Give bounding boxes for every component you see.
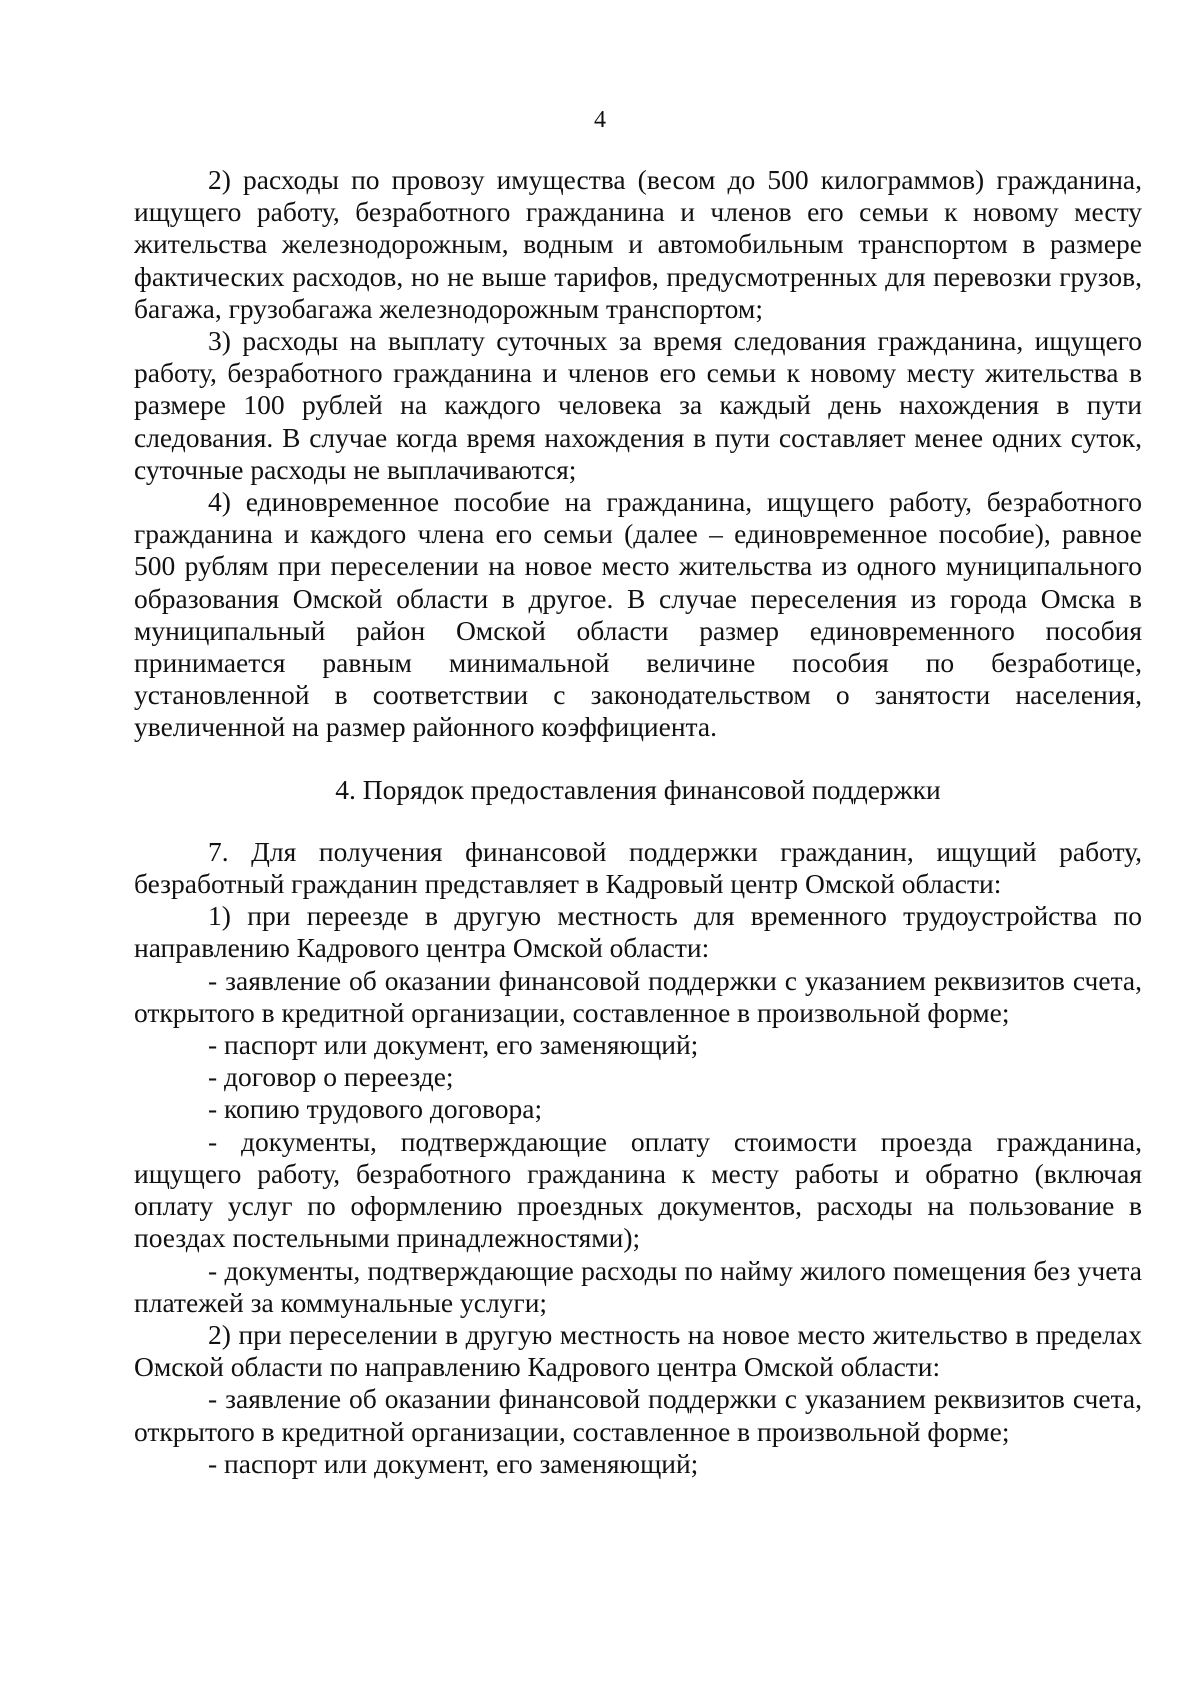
document-body (134, 164, 1142, 1480)
page-number: 4 (594, 107, 606, 133)
list-item-passport-2: - паспорт или документ, его заменяющий; (208, 1447, 699, 1479)
paragraph-item-3-daily-allowance: 3) расходы на выплату суточных за время следования гражданина, ищущего работу, безработного гражданина и членов его семьи к новому месту жительства в размере 100 рублей на каждого человека за каждый день нахождения в пути следования. В случае когда время нахождения в пути составляет менее одних суток, суточные расходы не выплачиваются; (134, 325, 1142, 485)
list-item-housing-rent-documents: - документы, подтверждающие расходы по найму жилого помещения без учета платежей за коммунальные услуги; (134, 1254, 1142, 1318)
list-item-travel-payment-documents: - документы, подтверждающие оплату стоимости проезда гражданина, ищущего работу, безработного гражданина к месту работы и обратно (включая оплату услуг по оформлению проездных документов, расходы на пользование в поездах постельными принадлежностями); (134, 1125, 1142, 1254)
paragraph-subclause-1-temporary-employment: 1) при переезде в другую местность для временного трудоустройства по направлению Кадрового центра Омской области: (134, 900, 1142, 964)
list-item-employment-contract-copy: - копию трудового договора; (208, 1093, 543, 1125)
section-heading: 4. Порядок предоставления финансовой поддержки (335, 773, 941, 805)
paragraph-clause-7: 7. Для получения финансовой поддержки гражданин, ищущий работу, безработный гражданин представляет в Кадровый центр Омской области: (134, 835, 1142, 900)
paragraph-subclause-2-resettlement: 2) при переселении в другую местность на новое место жительство в пределах Омской области по направлению Кадрового центра Омской области: (134, 1318, 1142, 1383)
list-item-application-2: - заявление об оказании финансовой поддержки с указанием реквизитов счета, открытого в кредитной организации, составленное в произвольной форме; (134, 1383, 1142, 1447)
paragraph-item-4-lump-sum-benefit: 4) единовременное пособие на гражданина, ищущего работу, безработного гражданина и каждого члена его семьи (далее – единовременное пособие), равное 500 рублям при переселении на новое место жительства из одного муниципального образования Омской области в другое. В случае переселения из города Омска в муниципальный район Омской области размер единовременного пособия принимается равным минимальной величине пособия по безработице, установленной в соответствии с законодательством о занятости населения, увеличенной на размер районного коэффициента. (134, 486, 1142, 743)
list-item-application: - заявление об оказании финансовой поддержки с указанием реквизитов счета, открытого в кредитной организации, составленное в произвольной форме; (134, 964, 1142, 1028)
paragraph-item-2-property-transport: 2) расходы по провозу имущества (весом до 500 килограммов) гражданина, ищущего работу, безработного гражданина и членов его семьи к новому месту жительства железнодорожным, водным и автомобильным транспортом в размере фактических расходов, но не выше тарифов, предусмотренных для перевозки грузов, багажа, грузобагажа железнодорожным транспортом; (134, 164, 1142, 324)
list-item-relocation-agreement: - договор о переезде; (208, 1061, 454, 1093)
list-item-passport: - паспорт или документ, его заменяющий; (208, 1029, 699, 1061)
